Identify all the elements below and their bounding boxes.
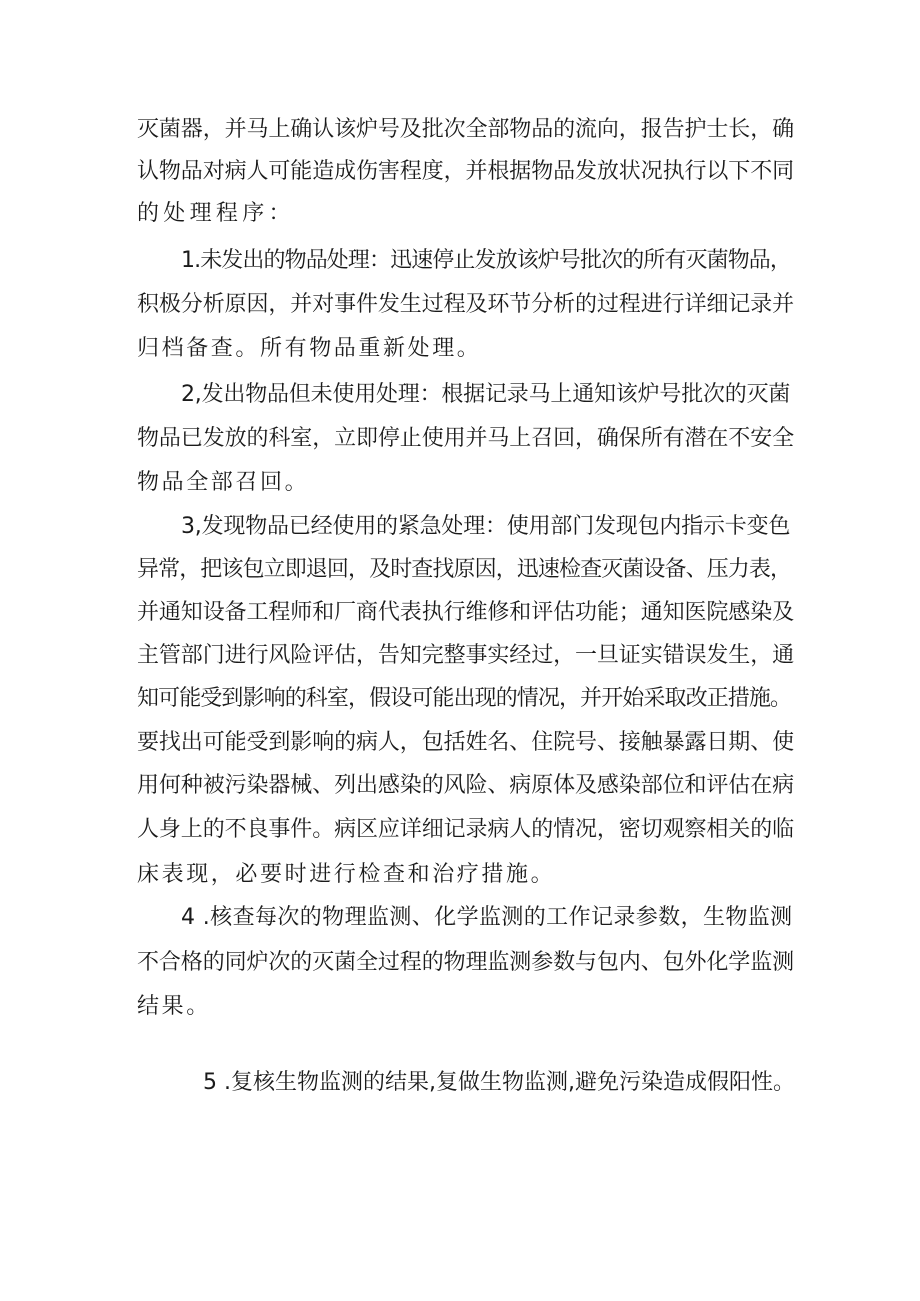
text-line bbox=[0, 334, 920, 364]
text-line-content: 知可能受到影响的科室，假设可能出现的情况，并开始采取改正措施。 bbox=[137, 686, 792, 711]
text-line bbox=[0, 1068, 920, 1098]
text-line bbox=[0, 641, 920, 671]
text-line-content: 不合格的同炉次的灭菌全过程的物理监测参数与包内、包外化学监测 bbox=[137, 950, 795, 975]
text-line-content: 灭菌器，并马上确认该炉号及批次全部物品的流向，报告护士长，确 bbox=[137, 117, 795, 142]
text-line bbox=[0, 115, 920, 145]
text-line-content: 1.未发出的物品处理：迅速停止发放该炉号批次的所有灭菌物品， bbox=[181, 248, 791, 273]
text-line bbox=[0, 424, 920, 454]
text-line-content: 4 .核查每次的物理监测、化学监测的工作记录参数，生物监测 bbox=[181, 905, 793, 930]
text-line-content: 异常，把该包立即退回，及时查找原因，迅速检查灭菌设备、压力表， bbox=[137, 557, 792, 582]
text-line-content: 床表现，必要时进行检查和治疗措施。 bbox=[137, 862, 556, 887]
text-line bbox=[0, 598, 920, 628]
text-line-content: 积极分析原因，并对事件发生过程及环节分析的过程进行详细记录并 bbox=[137, 292, 795, 317]
text-line-content: 物品全部召回。 bbox=[137, 470, 310, 495]
text-line bbox=[0, 468, 920, 498]
text-line bbox=[0, 903, 920, 933]
text-line bbox=[0, 948, 920, 978]
text-line-content: 5 .复核生物监测的结果,复做生物监测,避免污染造成假阳性。 bbox=[203, 1070, 795, 1095]
text-line-content: 2,发出物品但未使用处理：根据记录马上通知该炉号批次的灭菌 bbox=[181, 382, 791, 407]
text-line bbox=[0, 199, 920, 229]
text-line bbox=[0, 992, 920, 1022]
text-line bbox=[0, 290, 920, 320]
text-line bbox=[0, 512, 920, 542]
text-line-content: 物品已发放的科室，立即停止使用并马上召回，确保所有潜在不安全 bbox=[137, 426, 795, 451]
text-line-content: 认物品对病人可能造成伤害程度，并根据物品发放状况执行以下不同 bbox=[137, 159, 795, 184]
text-line bbox=[0, 728, 920, 758]
text-line-content: 3,发现物品已经使用的紧急处理：使用部门发现包内指示卡变色 bbox=[181, 514, 791, 539]
text-line-content: 的处理程序： bbox=[137, 201, 295, 226]
text-line-content: 人身上的不良事件。病区应详细记录病人的情况，密切观察相关的临 bbox=[137, 817, 795, 842]
text-line-content: 用何种被污染器械、列出感染的风险、病原体及感染部位和评估在病 bbox=[137, 773, 795, 798]
text-line bbox=[0, 815, 920, 845]
text-line-content: 要找出可能受到影响的病人，包括姓名、住院号、接触暴露日期、使 bbox=[137, 730, 795, 755]
text-line bbox=[0, 684, 920, 714]
text-line-content: 主管部门进行风险评估，告知完整事实经过，一旦证实错误发生，通 bbox=[137, 643, 795, 668]
text-line bbox=[0, 555, 920, 585]
text-line bbox=[0, 380, 920, 410]
text-line bbox=[0, 157, 920, 187]
text-line bbox=[0, 771, 920, 801]
text-line-content: 归档备查。所有物品重新处理。 bbox=[137, 336, 482, 361]
text-line-content: 结果。 bbox=[137, 994, 211, 1019]
text-line bbox=[0, 860, 920, 890]
text-line bbox=[0, 246, 920, 276]
text-line-content: 并通知设备工程师和厂商代表执行维修和评估功能；通知医院感染及 bbox=[137, 600, 795, 625]
